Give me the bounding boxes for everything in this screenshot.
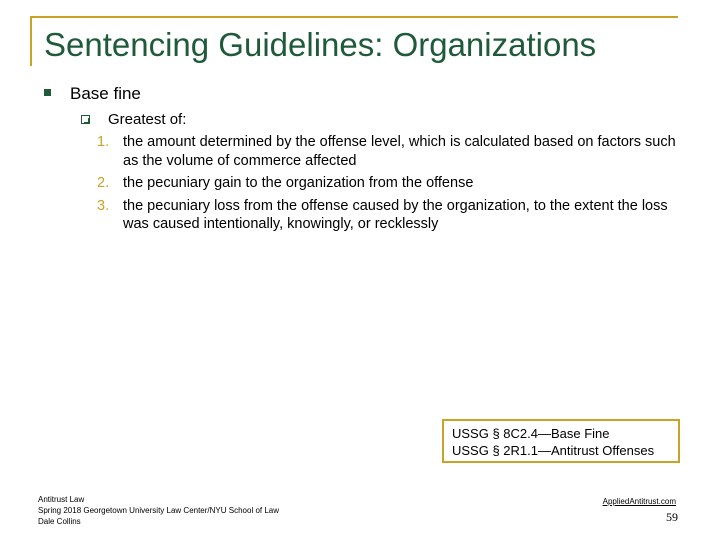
list-item xyxy=(97,133,677,170)
list-item xyxy=(97,197,677,234)
page-number: 59 xyxy=(666,510,678,524)
list-item-text: the amount determined by the offense level, which is calculated based on factors such as the volume of commerce affected xyxy=(123,134,676,169)
list-item-text: the pecuniary loss from the offense caused by the organization, to the extent the loss was caused intentionally, knowingly, or recklessly xyxy=(123,197,668,232)
list-item-text: the pecuniary gain to the organization from the offense xyxy=(123,175,474,191)
footer-link[interactable]: AppliedAntitrust.com xyxy=(602,497,676,506)
footer-info xyxy=(38,494,279,527)
footer-author: Dale Collins xyxy=(38,517,81,526)
title-rule-left xyxy=(30,16,32,66)
footer-course: Antitrust Law xyxy=(38,495,85,504)
square-bullet-icon xyxy=(44,89,51,96)
sub-bullet-text: Greatest of: xyxy=(108,111,187,128)
numbered-list xyxy=(97,133,677,238)
footer-term: Spring 2018 Georgetown University Law Center/NYU School of Law xyxy=(38,506,280,515)
slide-title: Sentencing Guidelines: Organizations xyxy=(44,26,597,63)
checkbox-bullet-icon xyxy=(81,115,90,124)
list-number: 3. xyxy=(97,197,110,214)
list-item xyxy=(97,174,677,193)
bullet-text: Base fine xyxy=(70,84,141,103)
list-number: 1. xyxy=(97,134,110,150)
reference-line: USSG § 2R1.1—Antitrust Offenses xyxy=(452,443,655,458)
reference-line: USSG § 8C2.4—Base Fine xyxy=(452,426,610,441)
reference-box xyxy=(442,419,680,463)
list-number: 2. xyxy=(97,175,110,191)
title-rule-top xyxy=(30,16,678,18)
